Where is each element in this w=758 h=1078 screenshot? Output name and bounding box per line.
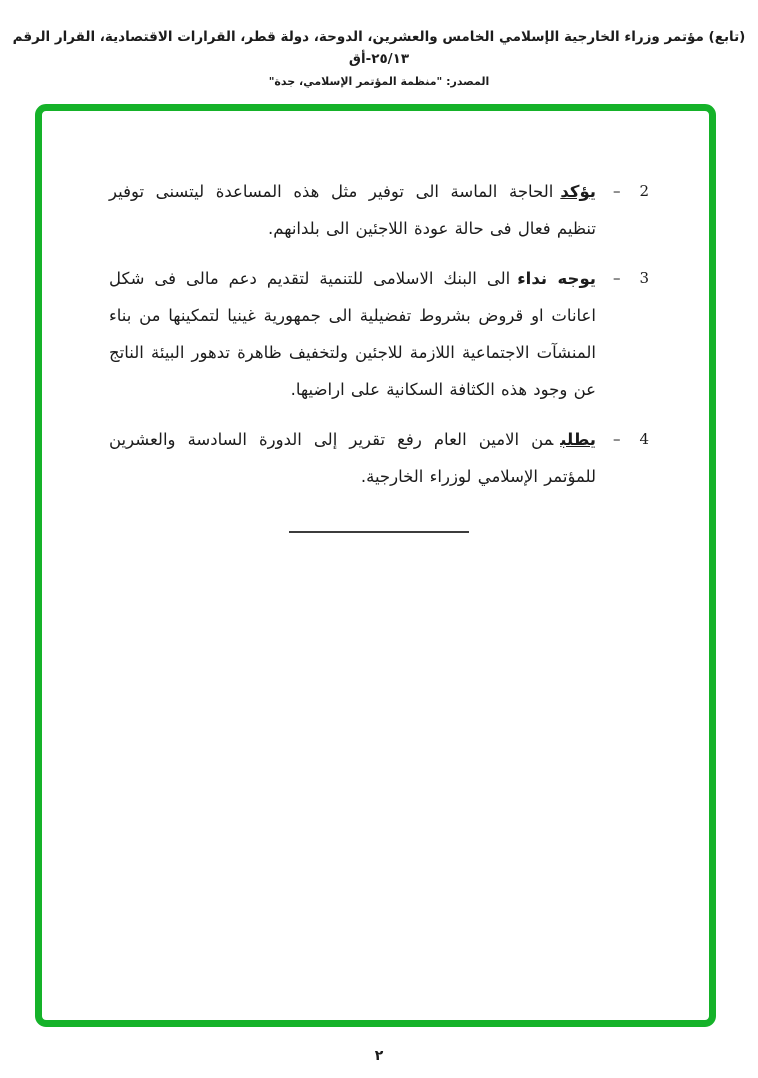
item-text: [109, 173, 596, 247]
resolution-clauses: [109, 173, 649, 533]
header-source-line: المصدر: "منظمة المؤتمر الإسلامي، جدة": [268, 75, 490, 88]
divider-line: [289, 531, 469, 533]
item-lead-word: يطلب: [560, 430, 596, 449]
content-border-frame: [35, 104, 716, 1027]
item-number: 3: [639, 269, 649, 287]
item-number-cell: [613, 421, 649, 495]
item-dash: –: [613, 182, 621, 200]
list-item-clause-3: [109, 260, 649, 408]
item-number: 2: [639, 182, 649, 200]
item-dash: –: [613, 430, 621, 448]
document-header: [0, 26, 758, 90]
item-number-cell: [613, 260, 649, 408]
header-title-line: (تابع) مؤتمر وزراء الخارجية الإسلامي الخامس والعشرين، الدوحة، دولة قطر، القرارات الاقتصادية، القرار الرقم ٢٥/١٣-أق: [12, 29, 746, 67]
item-body-text: الى البنك الاسلامى للتنمية لتقديم دعم مالى فى شكل اعانات او قروض بشروط تفضيلية الى جمهورية غينيا لتمكينها من بناء المنشآت الاجتماعية اللازمة للاجئين ولتخفيف ظاهرة تدهور البيئة الناتج عن وجود هذه الكثافة السكانية على اراضيها.: [109, 269, 596, 399]
item-dash: –: [613, 269, 621, 287]
list-item-clause-4: [109, 421, 649, 495]
item-number: 4: [639, 430, 649, 448]
item-lead-word: يؤكد: [560, 182, 596, 201]
item-body-text: الحاجة الماسة الى توفير مثل هذه المساعدة ليتسنى توفير تنظيم فعال فى حالة عودة اللاجئين الى بلدانهم.: [109, 182, 596, 238]
page-number: ٢: [374, 1048, 384, 1064]
item-lead-word: يوجه نداء: [517, 269, 596, 288]
item-number-cell: [613, 173, 649, 247]
item-body-text: من الامين العام رفع تقرير إلى الدورة السادسة والعشرين للمؤتمر الإسلامي لوزراء الخارجية.: [109, 430, 596, 486]
item-text: [109, 421, 596, 495]
list-item-clause-2: [109, 173, 649, 247]
item-text: [109, 260, 596, 408]
